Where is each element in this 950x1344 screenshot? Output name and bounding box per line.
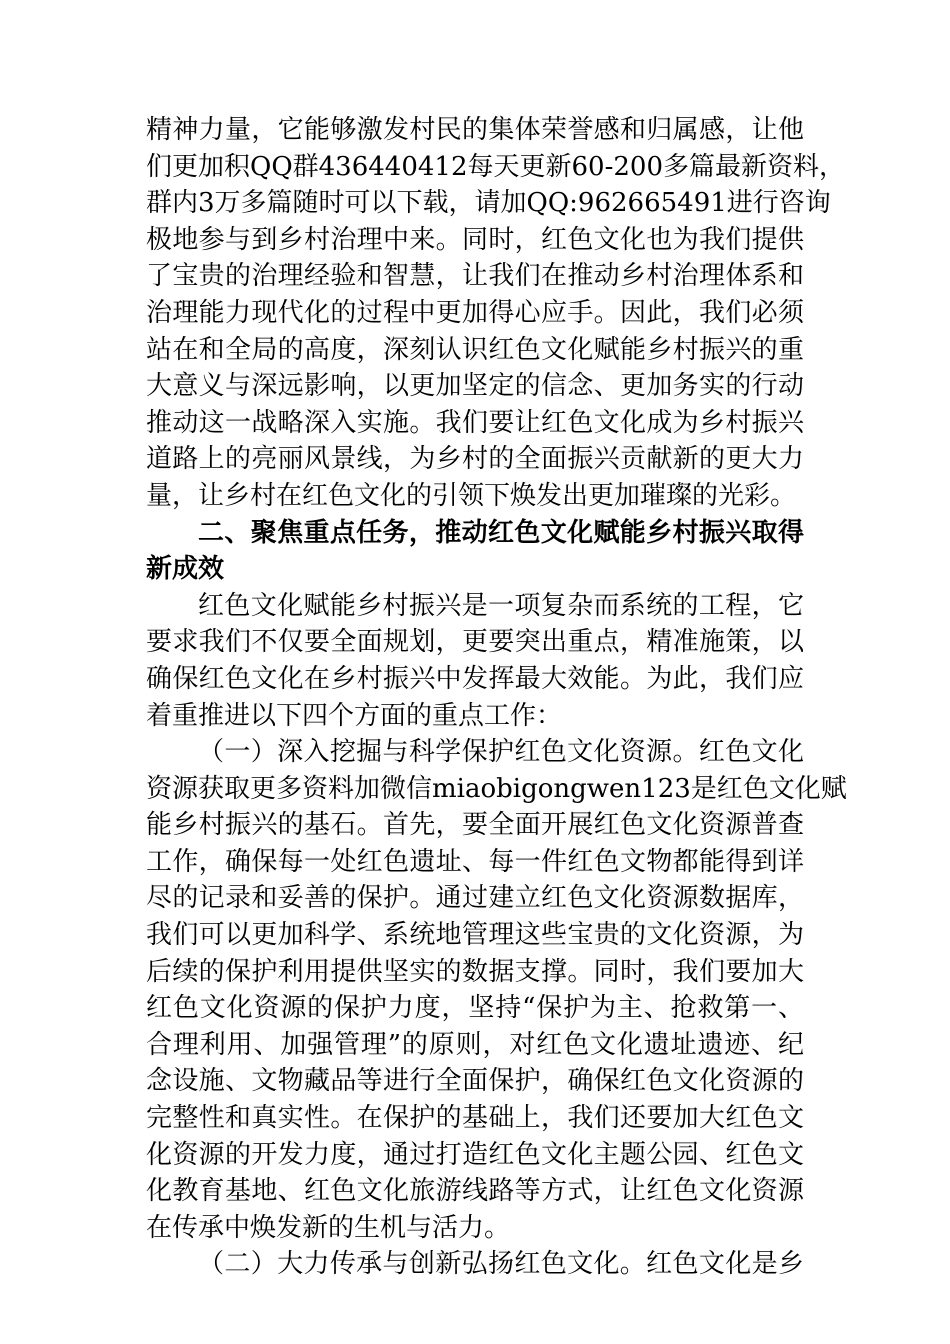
text-line: 在传承中焕发新的生机与活力。 [146, 1212, 511, 1243]
text-line: 群内3万多篇随时可以下载，请加QQ:962665491进行咨询 [146, 188, 831, 219]
text-line: 们更加积QQ群436440412每天更新60-200多篇最新资料， [146, 151, 846, 182]
text-line: 治理能力现代化的过程中更加得心应手。因此，我们必须 [146, 297, 804, 328]
text-line: 化资源的开发力度，通过打造红色文化主题公园、红色文 [146, 1139, 804, 1170]
text-line: 了宝贵的治理经验和智慧，让我们在推动乡村治理体系和 [146, 261, 804, 292]
text-line: 极地参与到乡村治理中来。同时，红色文化也为我们提供 [146, 224, 804, 255]
text-line: 工作，确保每一处红色遗址、每一件红色文物都能得到详 [146, 846, 804, 877]
paragraph-4 [146, 1246, 804, 1283]
text-line: 合理利用、加强管理”的原则，对红色文化遗址遗迹、纪 [146, 1029, 804, 1060]
text-line: 推动这一战略深入实施。我们要让红色文化成为乡村振兴 [146, 407, 804, 438]
text-line: 要求我们不仅要全面规划，更要突出重点，精准施策，以 [146, 627, 804, 658]
text-line: 站在和全局的高度，深刻认识红色文化赋能乡村振兴的重 [146, 334, 804, 365]
heading-line: 二、聚焦重点任务，推动红色文化赋能乡村振兴取得 [198, 517, 804, 548]
text-line: 后续的保护利用提供坚实的数据支撑。同时，我们要加大 [146, 956, 804, 987]
text-line: 尽的记录和妥善的保护。通过建立红色文化资源数据库， [146, 883, 804, 914]
paragraph-2 [146, 588, 804, 734]
paragraph-1 [146, 112, 846, 515]
text-line: 我们可以更加科学、系统地管理这些宝贵的文化资源，为 [146, 920, 804, 951]
text-line: 化教育基地、红色文化旅游线路等方式，让红色文化资源 [146, 1176, 804, 1207]
text-line: 精神力量，它能够激发村民的集体荣誉感和归属感，让他 [146, 115, 804, 145]
subheading-line: （一）深入挖掘与科学保护红色文化资源。红色文化 [198, 737, 804, 768]
text-line: 完整性和真实性。在保护的基础上，我们还要加大红色文 [146, 1103, 804, 1134]
paragraph-3 [146, 734, 847, 1246]
text-line: 大意义与深远影响，以更加坚定的信念、更加务实的行动 [146, 371, 804, 402]
text-line: 念设施、文物藏品等进行全面保护，确保红色文化资源的 [146, 1066, 804, 1097]
text-line: 着重推进以下四个方面的重点工作： [146, 700, 563, 731]
text-line: 确保红色文化在乡村振兴中发挥最大效能。为此，我们应 [146, 663, 804, 694]
text-line: 红色文化赋能乡村振兴是一项复杂而系统的工程，它 [198, 590, 804, 621]
document-page [146, 112, 847, 1283]
subheading-line: （二）大力传承与创新弘扬红色文化。红色文化是乡 [198, 1249, 804, 1280]
text-line: 红色文化资源的保护力度，坚持“保护为主、抢救第一、 [146, 993, 804, 1024]
section-heading-2 [146, 515, 804, 588]
text-line: 量，让乡村在红色文化的引领下焕发出更加璀璨的光彩。 [146, 480, 797, 511]
text-line: 资源获取更多资料加微信miaobigongwen123是红色文化赋 [146, 773, 847, 804]
text-line: 能乡村振兴的基石。首先，要全面开展红色文化资源普查 [146, 810, 804, 841]
heading-line: 新成效 [146, 554, 225, 585]
text-line: 道路上的亮丽风景线，为乡村的全面振兴贡献新的更大力 [146, 444, 804, 475]
